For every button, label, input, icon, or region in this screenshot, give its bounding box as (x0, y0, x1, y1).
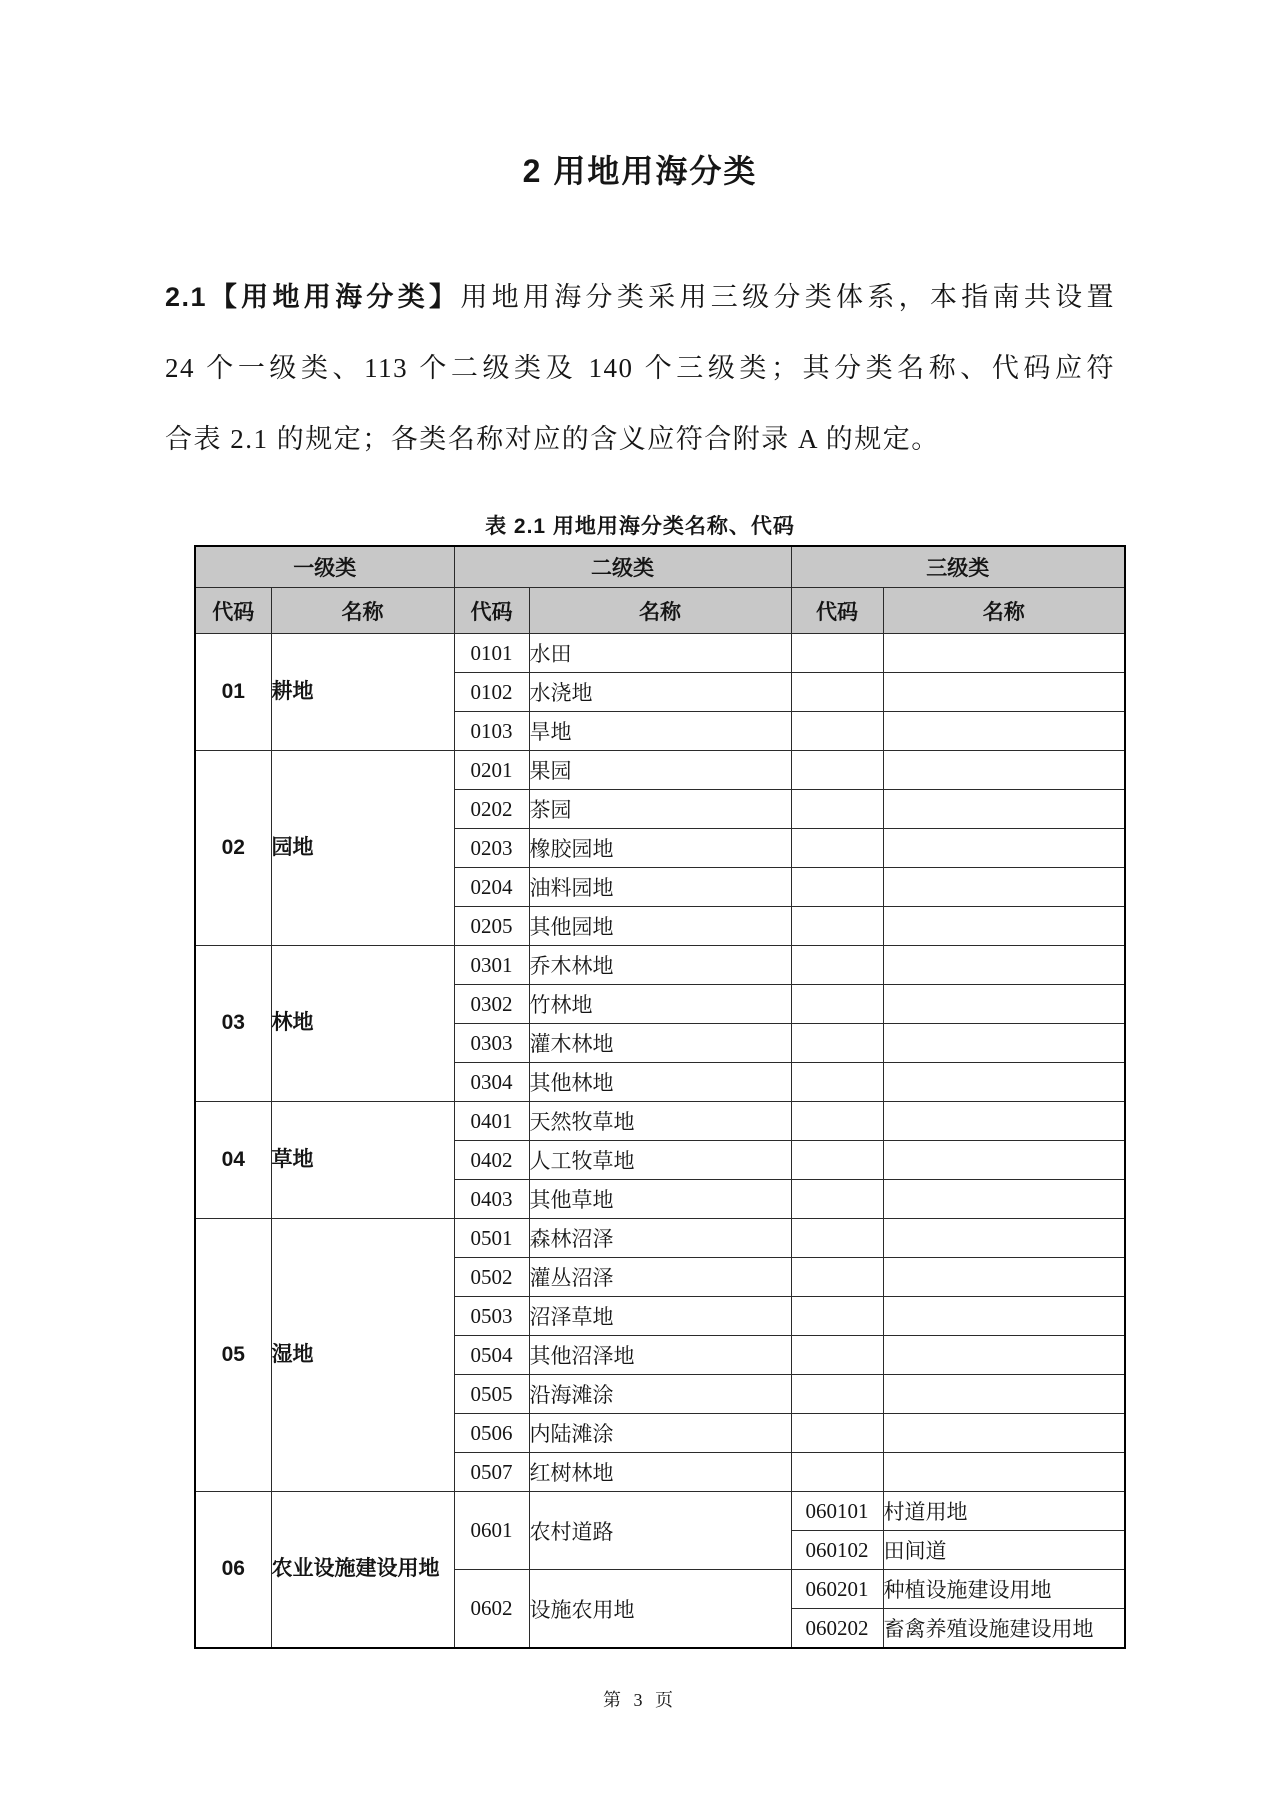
l3-name-cell-empty (883, 1063, 1125, 1102)
l3-name-cell-empty (883, 1219, 1125, 1258)
l3-code-cell-empty (791, 829, 883, 868)
l3-name-cell-empty (883, 868, 1125, 907)
l3-code-cell-empty (791, 1297, 883, 1336)
table-row (195, 1219, 1125, 1258)
table-row (195, 1102, 1125, 1141)
table-header-groups-row (195, 546, 1125, 588)
l2-code-cell: 0502 (454, 1258, 529, 1297)
l2-code-cell: 0205 (454, 907, 529, 946)
l1-code-cell: 03 (195, 946, 271, 1102)
l2-name-cell: 橡胶园地 (529, 829, 791, 868)
l2-name-cell: 乔木林地 (529, 946, 791, 985)
table-head (195, 546, 1125, 634)
l3-name-cell-empty (883, 829, 1125, 868)
l2-name-cell: 灌丛沼泽 (529, 1258, 791, 1297)
l2-code-cell: 0507 (454, 1453, 529, 1492)
l2-code-cell: 0202 (454, 790, 529, 829)
l2-code-cell: 0301 (454, 946, 529, 985)
l3-code-cell-empty (791, 1219, 883, 1258)
header-level1-group: 一级类 (195, 546, 454, 588)
l3-code-cell-empty (791, 1336, 883, 1375)
l3-code-cell-empty (791, 1024, 883, 1063)
l2-name-cell: 茶园 (529, 790, 791, 829)
header-l2-name: 名称 (529, 588, 791, 634)
header-l3-code: 代码 (791, 588, 883, 634)
l1-code-cell: 05 (195, 1219, 271, 1492)
l2-name-cell: 油料园地 (529, 868, 791, 907)
l3-name-cell-empty (883, 985, 1125, 1024)
l3-code-cell-empty (791, 790, 883, 829)
l2-name-cell: 天然牧草地 (529, 1102, 791, 1141)
l3-code-cell-empty (791, 673, 883, 712)
l2-name-cell: 其他沼泽地 (529, 1336, 791, 1375)
l2-name-cell: 水田 (529, 634, 791, 673)
l2-code-cell: 0204 (454, 868, 529, 907)
l3-name-cell-empty (883, 1180, 1125, 1219)
l3-code-cell-empty (791, 1375, 883, 1414)
paragraph-line-2: 24 个一级类、113 个二级类及 140 个三级类；其分类名称、代码应符 (165, 353, 1115, 383)
l3-code-cell: 060201 (791, 1570, 883, 1609)
l3-code-cell-empty (791, 1063, 883, 1102)
l2-code-cell: 0401 (454, 1102, 529, 1141)
l3-name-cell-empty (883, 1453, 1125, 1492)
table-body (195, 634, 1125, 1649)
l1-name-cell: 草地 (271, 1102, 454, 1219)
l2-code-cell: 0302 (454, 985, 529, 1024)
l3-code-cell-empty (791, 868, 883, 907)
l3-name-cell-empty (883, 907, 1125, 946)
l2-name-cell: 森林沼泽 (529, 1219, 791, 1258)
table-caption: 表 2.1 用地用海分类名称、代码 (485, 515, 795, 538)
l3-name-cell-empty (883, 673, 1125, 712)
l2-code-cell: 0506 (454, 1414, 529, 1453)
paragraph-lead: 2.1【用地用海分类】 (165, 282, 461, 312)
classification-table (194, 545, 1126, 1649)
header-l1-code: 代码 (195, 588, 271, 634)
l3-code-cell: 060202 (791, 1609, 883, 1649)
table-row (195, 946, 1125, 985)
header-l2-code: 代码 (454, 588, 529, 634)
table-header-columns-row (195, 588, 1125, 634)
l2-name-cell: 灌木林地 (529, 1024, 791, 1063)
table-row (195, 1492, 1125, 1531)
l2-name-cell: 其他林地 (529, 1063, 791, 1102)
l3-name-cell-empty (883, 712, 1125, 751)
paragraph-line-1-rest: 用地用海分类采用三级分类体系，本指南共设置 (460, 282, 1115, 312)
l1-name-cell: 湿地 (271, 1219, 454, 1492)
l1-code-cell: 06 (195, 1492, 271, 1649)
l3-name-cell-empty (883, 1024, 1125, 1063)
l2-name-cell: 人工牧草地 (529, 1141, 791, 1180)
l3-code-cell-empty (791, 1258, 883, 1297)
l2-code-cell: 0602 (454, 1570, 529, 1649)
paragraph (165, 262, 1115, 475)
l3-name-cell: 村道用地 (883, 1492, 1125, 1531)
l2-name-cell: 内陆滩涂 (529, 1414, 791, 1453)
page-footer: 第 3 页 (603, 1690, 677, 1710)
l3-code-cell-empty (791, 946, 883, 985)
page-title: 2 用地用海分类 (522, 153, 758, 189)
l2-code-cell: 0203 (454, 829, 529, 868)
l2-code-cell: 0102 (454, 673, 529, 712)
l3-name-cell-empty (883, 634, 1125, 673)
l2-code-cell: 0501 (454, 1219, 529, 1258)
l3-code-cell-empty (791, 1102, 883, 1141)
l3-code-cell-empty (791, 751, 883, 790)
l3-code-cell: 060101 (791, 1492, 883, 1531)
l3-name-cell: 田间道 (883, 1531, 1125, 1570)
l3-code-cell-empty (791, 1453, 883, 1492)
header-level2-group: 二级类 (454, 546, 791, 588)
l2-name-cell: 其他草地 (529, 1180, 791, 1219)
l2-code-cell: 0304 (454, 1063, 529, 1102)
l2-code-cell: 0503 (454, 1297, 529, 1336)
l3-name-cell-empty (883, 790, 1125, 829)
l2-name-cell: 设施农用地 (529, 1570, 791, 1649)
l1-code-cell: 04 (195, 1102, 271, 1219)
header-l1-name: 名称 (271, 588, 454, 634)
table-row (195, 634, 1125, 673)
l3-code-cell-empty (791, 1414, 883, 1453)
l3-code-cell-empty (791, 985, 883, 1024)
l3-name-cell-empty (883, 946, 1125, 985)
l3-code-cell: 060102 (791, 1531, 883, 1570)
header-level3-group: 三级类 (791, 546, 1125, 588)
l2-name-cell: 水浇地 (529, 673, 791, 712)
l3-name-cell-empty (883, 1258, 1125, 1297)
l1-name-cell: 园地 (271, 751, 454, 946)
l3-code-cell-empty (791, 907, 883, 946)
table-row (195, 751, 1125, 790)
l1-code-cell: 01 (195, 634, 271, 751)
l3-name-cell-empty (883, 1141, 1125, 1180)
l2-code-cell: 0303 (454, 1024, 529, 1063)
l2-code-cell: 0103 (454, 712, 529, 751)
l2-code-cell: 0601 (454, 1492, 529, 1570)
l1-name-cell: 农业设施建设用地 (271, 1492, 454, 1649)
l1-code-cell: 02 (195, 751, 271, 946)
l2-code-cell: 0402 (454, 1141, 529, 1180)
l3-name-cell-empty (883, 1375, 1125, 1414)
header-l3-name: 名称 (883, 588, 1125, 634)
l2-name-cell: 沼泽草地 (529, 1297, 791, 1336)
l2-code-cell: 0201 (454, 751, 529, 790)
l2-name-cell: 农村道路 (529, 1492, 791, 1570)
l3-name-cell-empty (883, 751, 1125, 790)
l3-name-cell-empty (883, 1336, 1125, 1375)
l3-code-cell-empty (791, 1180, 883, 1219)
l1-name-cell: 林地 (271, 946, 454, 1102)
paragraph-line-3: 合表 2.1 的规定；各类名称对应的含义应符合附录 A 的规定。 (165, 424, 940, 454)
l3-name-cell: 畜禽养殖设施建设用地 (883, 1609, 1125, 1649)
l3-code-cell-empty (791, 634, 883, 673)
l2-code-cell: 0403 (454, 1180, 529, 1219)
l2-name-cell: 其他园地 (529, 907, 791, 946)
l3-name-cell-empty (883, 1414, 1125, 1453)
l2-name-cell: 旱地 (529, 712, 791, 751)
l2-name-cell: 竹林地 (529, 985, 791, 1024)
l2-code-cell: 0101 (454, 634, 529, 673)
l1-name-cell: 耕地 (271, 634, 454, 751)
paragraph-line-1 (165, 262, 1115, 333)
l3-name-cell: 种植设施建设用地 (883, 1570, 1125, 1609)
l2-name-cell: 果园 (529, 751, 791, 790)
l2-name-cell: 红树林地 (529, 1453, 791, 1492)
l2-code-cell: 0504 (454, 1336, 529, 1375)
l3-code-cell-empty (791, 1141, 883, 1180)
l3-name-cell-empty (883, 1297, 1125, 1336)
l3-code-cell-empty (791, 712, 883, 751)
l3-name-cell-empty (883, 1102, 1125, 1141)
l2-code-cell: 0505 (454, 1375, 529, 1414)
l2-name-cell: 沿海滩涂 (529, 1375, 791, 1414)
